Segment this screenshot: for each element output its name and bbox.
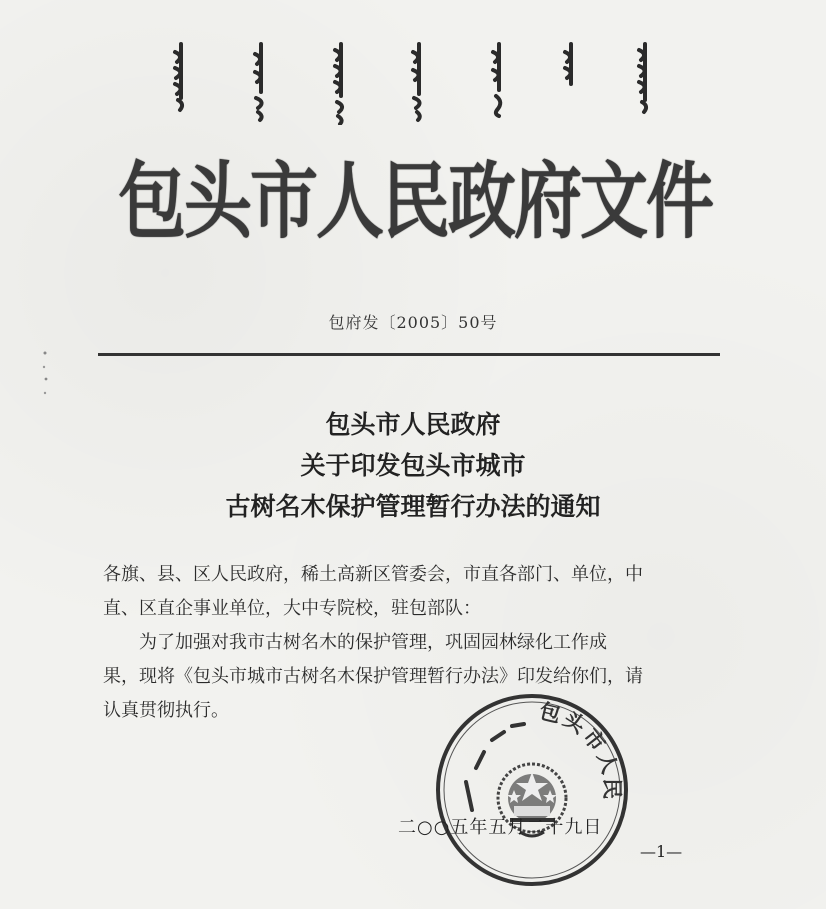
official-seal [432, 690, 632, 890]
document-title: 包头市人民政府文件 [118, 154, 713, 251]
scan-speck-icon [40, 345, 50, 405]
mongolian-script-header [160, 40, 660, 125]
notice-title-line: 关于印发包头市城市 [300, 451, 526, 480]
notice-title-line: 古树名木保护管理暂行办法的通知 [225, 492, 601, 521]
mongolian-word-icon [406, 40, 432, 125]
body-paragraph-line: 为了加强对我市古树名木的保护管理，巩固园林绿化工作成 [139, 632, 607, 653]
mongolian-word-icon [632, 40, 658, 125]
addressees-line: 各旗、县、区人民政府，稀土高新区管委会，市直各部门、单位，中 [103, 564, 643, 585]
mongolian-word-icon [486, 40, 512, 125]
notice-title-line: 包头市人民政府 [325, 410, 501, 439]
notice-title [0, 404, 826, 527]
seal-text: 包头市人民 [536, 698, 625, 803]
mongolian-word-icon [248, 40, 274, 125]
mongolian-word-icon [558, 40, 584, 125]
body-paragraph-line: 果，现将《包头市城市古树名木保护管理暂行办法》印发给你们，请 [103, 666, 643, 687]
mongolian-word-icon [168, 40, 194, 125]
header-divider [98, 353, 720, 356]
body-paragraph-line: 认真贯彻执行。 [103, 700, 229, 721]
signing-date: 二○○五年五月二十九日 [398, 817, 603, 838]
document-number: 包府发〔2005〕50号 [328, 313, 498, 332]
mongolian-word-icon [328, 40, 354, 125]
page-number: —1— [640, 842, 683, 861]
addressees-line: 直、区直企事业单位，大中专院校，驻包部队： [103, 598, 481, 619]
